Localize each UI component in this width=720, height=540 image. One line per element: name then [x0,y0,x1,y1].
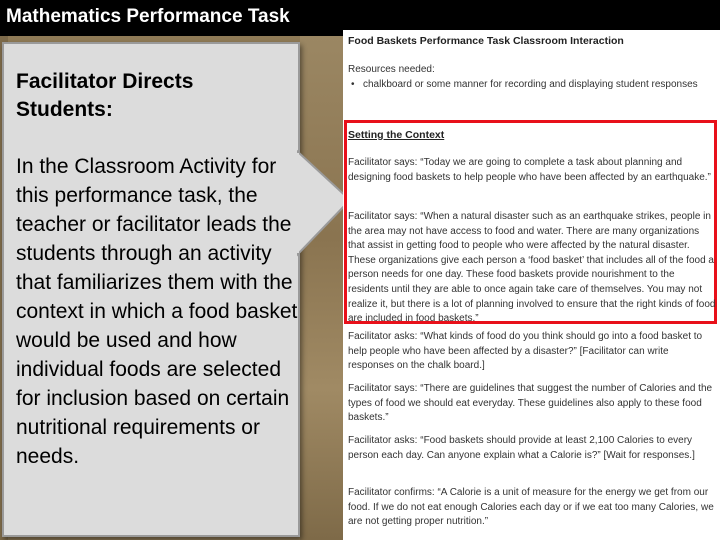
callout-heading: Facilitator Directs Students: [16,70,194,121]
resource-item-text: chalkboard or some manner for recording and displaying student responses [363,79,698,90]
facilitator-paragraph: Facilitator asks: “Food baskets should provide at least 2,100 Calories to every person each day. Can anyone explain what a Calorie is?” [Wait for responses.] [348,435,695,461]
callout-body: In the Classroom Activity for this performance task, the teacher or facilitator leads the students through an activity that familiarizes them with the context in which a food basket would be used and how individual foods are selected for inclusion based on certain nutritional requirements or needs. [16,155,298,468]
facilitator-paragraph: Facilitator confirms: “A Calorie is a unit of measure for the energy we get from our food. If we do not eat enough Calories each day or if we eat too many Calories, we are not getting proper nutrition.” [348,487,714,528]
resources-label: Resources needed: [348,64,435,75]
facilitator-paragraph: Facilitator says: “When a natural disaster such as an earthquake strikes, people in the area may not have access to food and water. There are many organizations that assist in getting food to people who were affected by the natural disaster. These organizations give each person a ‘food basket’ that includes all of the food a person needs for one day. These food baskets provide nourishment to the residents until they are able to once again take care of themselves. You may not realize it, but there is a lot of planning involved to ensure that the right kinds of food are included in food baskets.” [348,211,716,325]
document-panel [343,30,720,540]
document-title: Food Baskets Performance Task Classroom Interaction [348,35,624,47]
facilitator-paragraph: Facilitator says: “Today we are going to complete a task about planning and designing food baskets to help people who have been affected by an earthquake.” [348,157,711,183]
callout-box [2,42,300,537]
background-strip-middle [300,36,345,540]
resource-item [351,78,711,92]
bullet-icon: • [351,79,355,90]
facilitator-paragraph: Facilitator says: “There are guidelines that suggest the number of Calories and the types of food we should eat everyday. These guidelines also apply to these food baskets.” [348,383,713,424]
page-title: Mathematics Performance Task [6,6,290,27]
context-heading: Setting the Context [348,129,445,141]
facilitator-paragraph: Facilitator asks: “What kinds of food do you think should go into a food basket to help people who have been affected by a disaster?” [Facilitator can write responses on the chalk board.] [348,331,703,372]
